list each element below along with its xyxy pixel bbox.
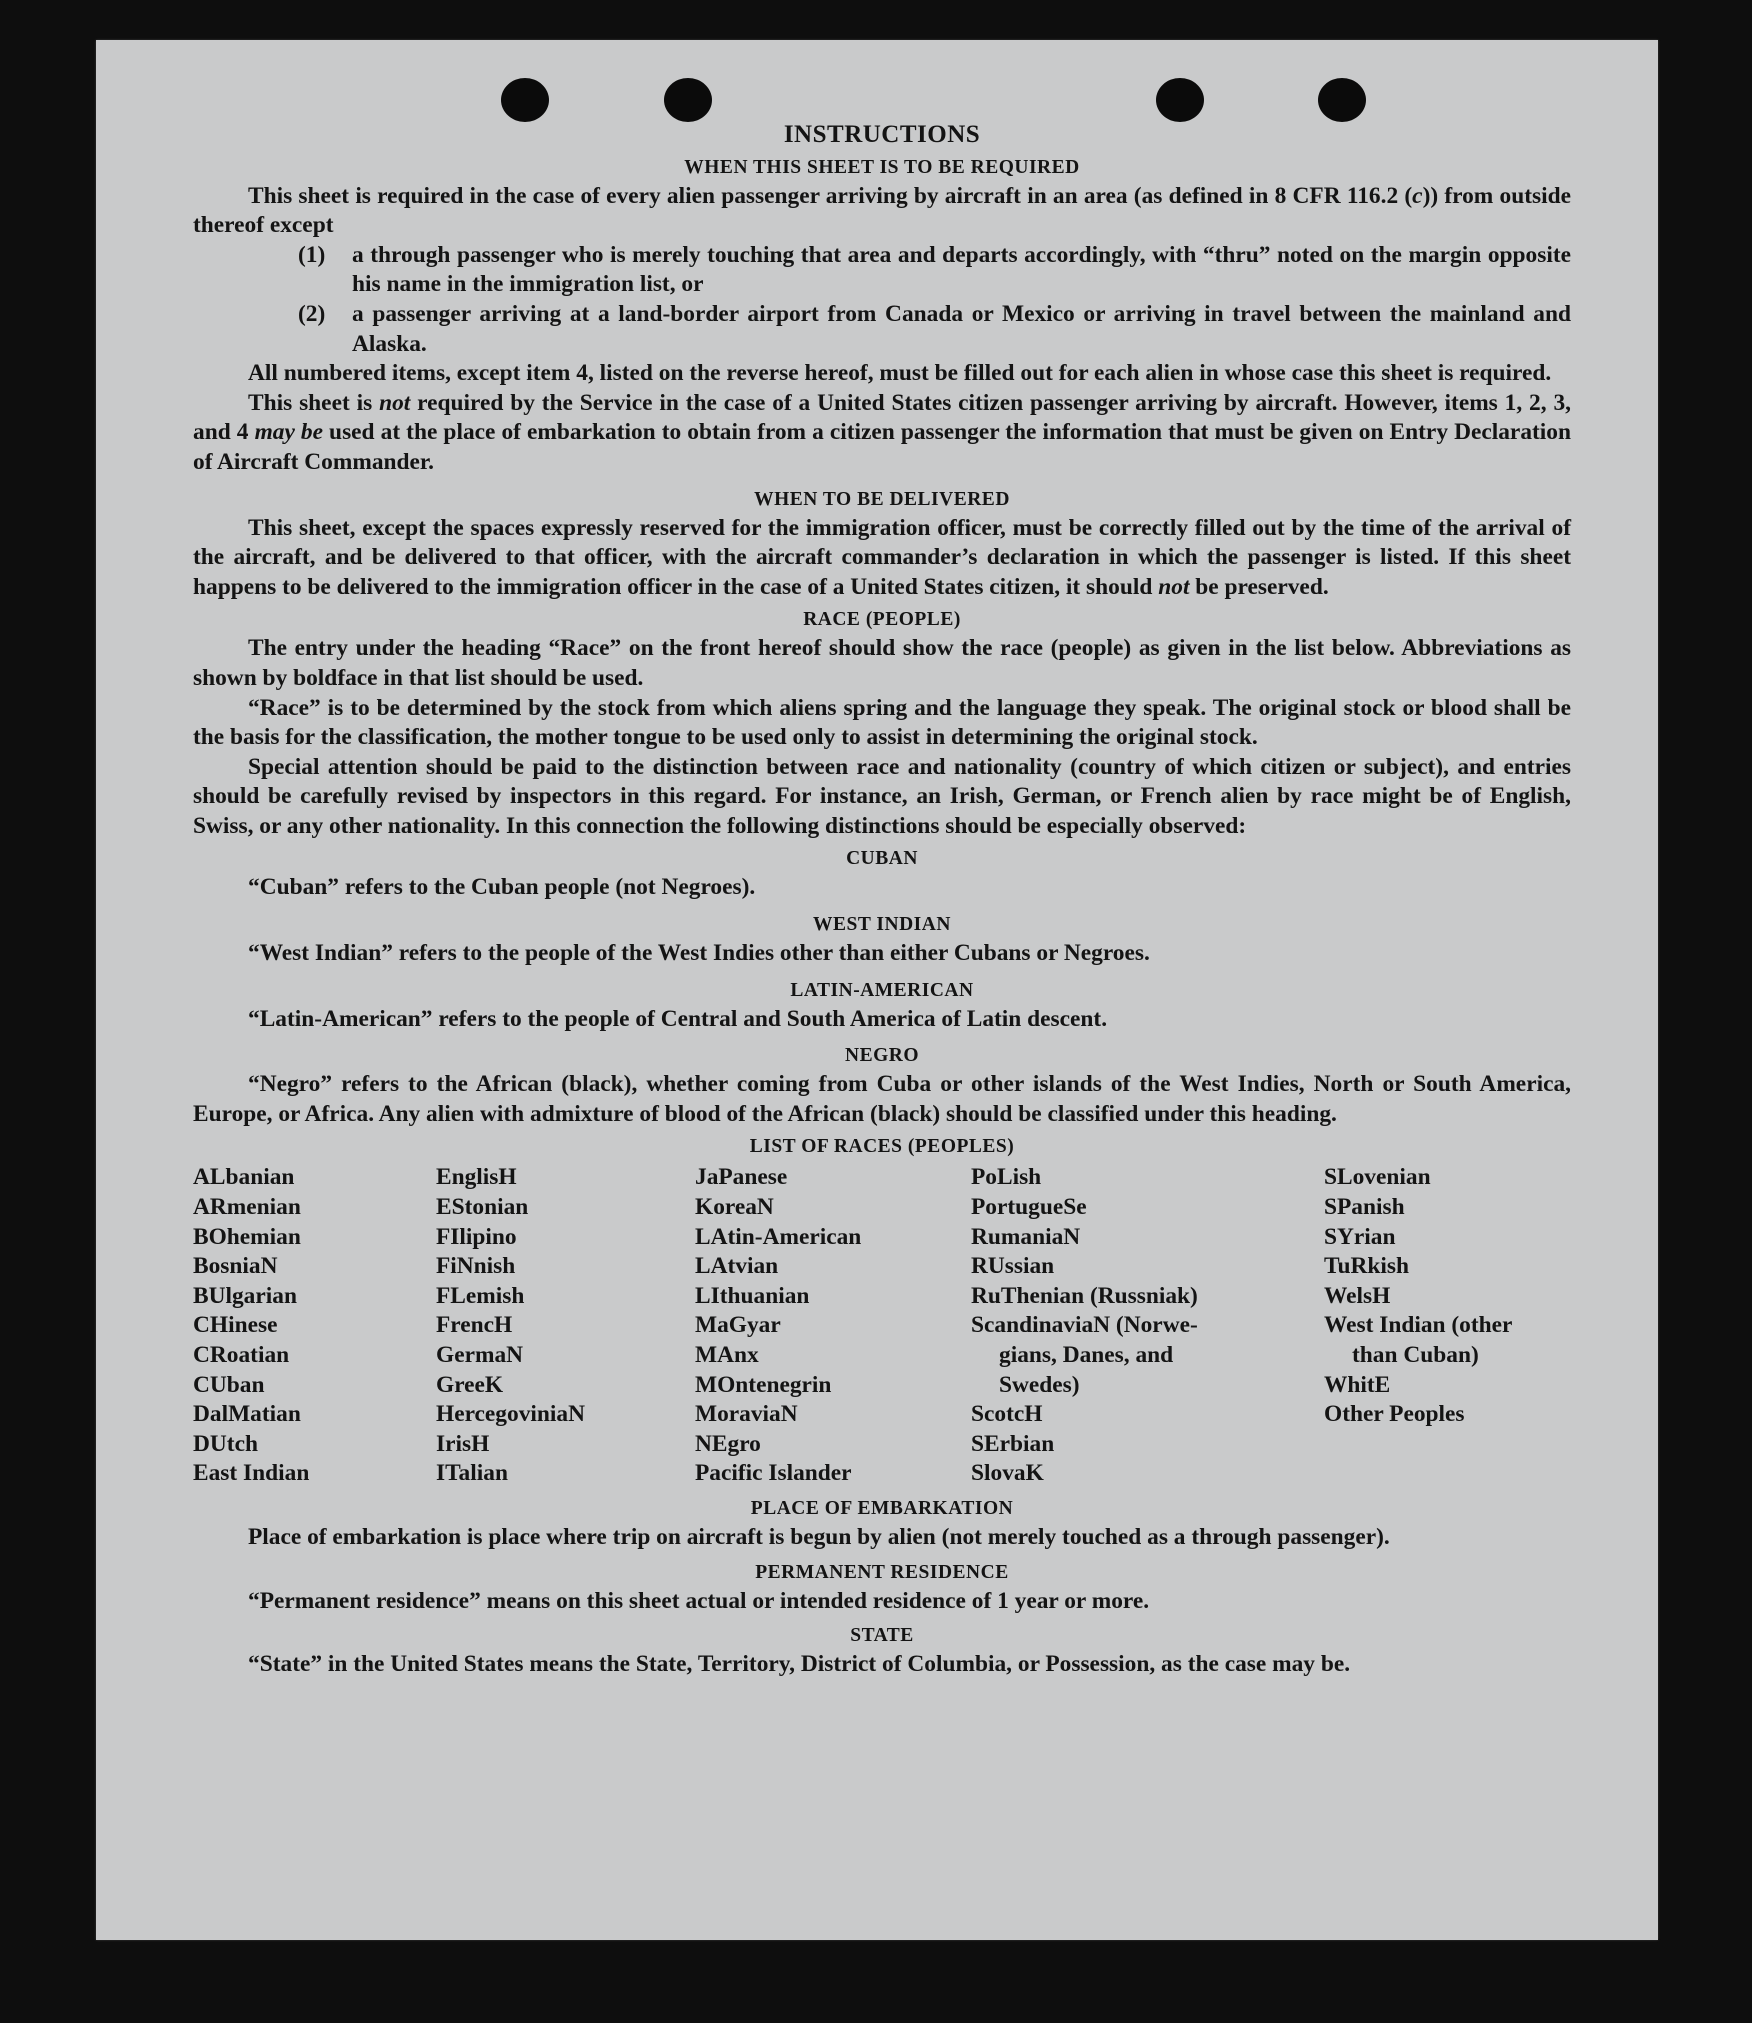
race-entry: FLemish [436,1282,525,1309]
race-entry: RuThenian (Russniak) [971,1282,1198,1309]
race-entry: SErbian [971,1430,1055,1457]
race-entry: LIthuanian [695,1282,810,1309]
cuban-paragraph: “Cuban” refers to the Cuban people (not Negroes). [248,874,756,901]
race-entry: FrencH [436,1312,513,1339]
section-heading-negro: NEGRO [844,1045,919,1067]
race-entry: DUtch [193,1430,258,1457]
race-entry: BUlgarian [193,1282,297,1309]
races-column [193,1163,436,1489]
section-heading-latin-american: LATIN-AMERICAN [790,979,974,1001]
race-entry: MOntenegrin [695,1371,832,1398]
embarkation-paragraph: Place of embarkation is place where trip on aircraft is begun by alien (not merely touched as a through passenger). [248,1523,1390,1550]
race-entry: ARmenian [193,1194,301,1221]
races-column [436,1163,695,1489]
race-paragraph: The entry under the heading “Race” on the front hereof should show the race (people) as given in the list below. Abbreviations as shown by boldface in that list should be used. [193,635,1571,691]
race-entry: Pacific Islander [695,1460,852,1487]
race-entry: BosniaN [193,1253,278,1280]
race-entry: Swedes) [999,1371,1080,1398]
race-entry: ScandinaviaN (Norwe- [971,1312,1198,1339]
races-column [695,1163,971,1489]
race-entry: RumaniaN [971,1223,1081,1250]
section-heading-residence: PERMANENT RESIDENCE [755,1561,1009,1583]
race-entry: MaGyar [695,1312,781,1339]
punch-hole [501,78,549,122]
section-heading-when-delivered: WHEN TO BE DELIVERED [754,488,1010,510]
race-entry: ITalian [436,1460,508,1487]
race-entry: East Indian [193,1460,310,1487]
race-entry: ScotcH [971,1401,1043,1428]
race-entry: WhitE [1324,1371,1391,1398]
race-paragraph: “Race” is to be determined by the stock from which aliens spring and the language they speak. The original stock or blood shall be the basis for the classification, the mother tongue to be used only to assist in determining the original stock. [193,694,1571,751]
race-entry: CRoatian [193,1342,290,1368]
page-title: INSTRUCTIONS [783,121,981,148]
races-column [971,1163,1256,1489]
section-heading-cuban: CUBAN [846,848,918,870]
race-entry: GreeK [436,1371,504,1398]
numbered-items-paragraph: All numbered items, except item 4, listed on the reverse hereof, must be filled out for each alien in whose case this sheet is required. [248,360,1552,387]
exception-item [298,300,1571,359]
race-entry: FiNnish [436,1253,516,1280]
race-entry: PoLish [971,1164,1042,1191]
race-entry: SYrian [1324,1223,1396,1250]
races-list [193,1163,1571,1489]
exception-number: (1) [298,241,326,268]
race-entry: SPanish [1324,1194,1405,1221]
races-column [1324,1163,1564,1489]
race-entry: RUssian [971,1253,1055,1280]
section-heading-race: RACE (PEOPLE) [803,609,961,631]
race-entry: FIlipino [436,1223,517,1250]
section-heading-when-required: WHEN THIS SHEET IS TO BE REQUIRED [684,156,1080,178]
race-entry: WelsH [1324,1282,1391,1309]
document-sheet [96,40,1658,1940]
race-entry: JaPanese [695,1164,788,1191]
section-heading-state: STATE [850,1625,914,1647]
race-entry: NEgro [695,1430,761,1457]
race-entry: SLovenian [1324,1164,1431,1191]
residence-paragraph: “Permanent residence” means on this sheet actual or intended residence of 1 year or more. [248,1587,1150,1614]
race-entry: CUban [193,1371,265,1398]
race-entry: CHinese [193,1312,278,1339]
race-entry: gians, Danes, and [999,1342,1174,1368]
west-indian-paragraph: “West Indian” refers to the people of the West Indies other than either Cubans or Negroes. [248,940,1150,967]
race-entry: PortugueSe [971,1194,1087,1221]
state-paragraph: “State” in the United States means the State, Territory, District of Columbia, or Possession, as the case may be. [248,1651,1351,1678]
race-entry: Other Peoples [1324,1401,1465,1428]
punch-hole [664,78,712,122]
exception-item [298,241,1571,300]
when-delivered-paragraph: This sheet, except the spaces expressly reserved for the immigration officer, must be correctly filled out by the time of the arrival of the aircraft, and be delivered to that officer, with the aircraft commander’s declaration in which the passenger is listed. If this sheet happens to be delivered to the immigration officer in the case of a United States citizen, it should not be preserved. [193,514,1571,600]
citizen-paragraph: This sheet is not required by the Service in the case of a United States citizen passenger arriving by aircraft. However, items 1, 2, 3, and 4 may be used at the place of embarkation to obtain from a citizen passenger the information that must be given on Entry Declaration of Aircraft Commander. [193,389,1571,475]
race-entry: EStonian [436,1194,529,1221]
instructions-content [193,118,1571,1680]
race-entry: KoreaN [695,1194,774,1221]
race-entry: LAtin-American [695,1223,862,1250]
latin-american-paragraph: “Latin-American” refers to the people of Central and South America of Latin descent. [248,1005,1108,1032]
race-entry: SlovaK [971,1460,1044,1487]
race-entry: than Cuban) [1352,1342,1479,1368]
race-entry: LAtvian [695,1253,779,1280]
punch-hole [1318,78,1366,122]
race-entry: HercegoviniaN [436,1401,585,1428]
section-heading-west-indian: WEST INDIAN [813,914,951,936]
exception-text: a passenger arriving at a land-border airport from Canada or Mexico or arriving in travel between the mainland and Alaska. [352,300,1571,357]
race-entry: MoraviaN [695,1401,798,1428]
exception-text: a through passenger who is merely touching that area and departs accordingly, with “thru” noted on the margin opposite his name in the immigration list, or [352,241,1571,298]
section-heading-embarkation: PLACE OF EMBARKATION [750,1497,1014,1519]
race-entry: IrisH [436,1430,490,1457]
exception-number: (2) [298,300,326,327]
negro-paragraph: “Negro” refers to the African (black), whether coming from Cuba or other islands of the West Indies, North or South America, Europe, or Africa. Any alien with admixture of blood of the African (black) should be classified under this heading. [193,1071,1571,1127]
race-entry: TuRkish [1324,1253,1409,1280]
race-entry: ALbanian [193,1164,295,1191]
when-required-paragraph: This sheet is required in the case of every alien passenger arriving by aircraft in an area (as defined in 8 CFR 116.2 (c)) from outside thereof except [193,182,1571,239]
race-entry: MAnx [695,1342,759,1368]
section-heading-races-list: LIST OF RACES (PEOPLES) [749,1136,1015,1158]
punch-hole [1156,78,1204,122]
race-entry: BOhemian [193,1223,301,1250]
race-entry: West Indian (other [1324,1312,1513,1339]
race-entry: GermaN [436,1342,524,1368]
race-entry: DalMatian [193,1401,301,1428]
race-entry: EnglisH [436,1164,517,1191]
race-paragraph: Special attention should be paid to the distinction between race and nationality (country of which citizen or subject), and entries should be carefully revised by inspectors in this regard. For instance, an Irish, German, or French alien by race might be of English, Swiss, or any other nationality. In this connection the following distinctions should be especially observed: [193,753,1571,839]
